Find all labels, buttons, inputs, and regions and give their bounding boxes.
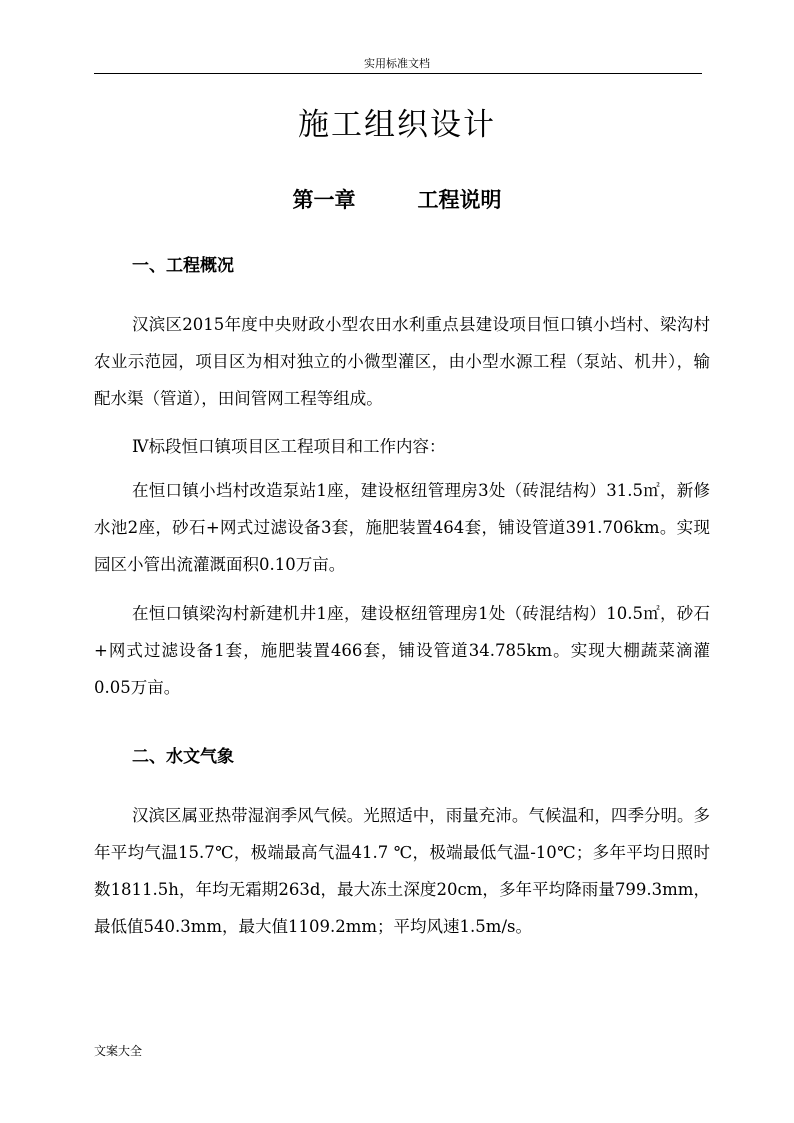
header-divider: [94, 73, 702, 74]
chapter-heading: [0, 184, 794, 216]
paragraph-lianggou-village: 在恒口镇梁沟村新建机井1座，建设枢纽管理房1处（砖混结构）10.5㎡，砂石+网式过滤设备1套，施肥装置466套，铺设管道34.785km。实现大棚蔬菜滴灌0.05万亩。: [94, 604, 710, 697]
paragraph-lot-scope: Ⅳ标段恒口镇项目区工程项目和工作内容：: [132, 437, 446, 456]
document-title: 施工组织设计: [298, 107, 496, 143]
paragraph-xiaodang-village: 在恒口镇小垱村改造泵站1座，建设枢纽管理房3处（砖混结构）31.5㎡，新修水池2座，砂石+网式过滤设备3套，施肥装置464套，铺设管道391.706km。实现园区小管出流灌溉面积0.10万亩。: [94, 481, 710, 574]
chapter-number: 第一章: [292, 188, 356, 212]
page-header: 实用标准文档: [364, 57, 430, 70]
section-heading-hydrology: 二、水文气象: [132, 747, 234, 767]
paragraph-climate: 汉滨区属亚热带湿润季风气候。光照适中，雨量充沛。气候温和，四季分明。多年平均气温15.7℃，极端最高气温41.7 ℃，极端最低气温-10℃；多年平均日照时数1811.5h，年均无霜期263d，最大冻土深度20cm，多年平均降雨量799.3mm，最低值540.3mm，最大值1109.2mm；平均风速1.5m/s。: [94, 806, 710, 936]
paragraph-overview-intro: 汉滨区2015年度中央财政小型农田水利重点县建设项目恒口镇小垱村、梁沟村农业示范园，项目区为相对独立的小微型灌区，由小型水源工程（泵站、机井），输配水渠（管道），田间管网工程等组成。: [94, 315, 710, 408]
section-heading-overview: 一、工程概况: [132, 256, 234, 276]
page-footer: 文案大全: [94, 1044, 143, 1058]
chapter-name: 工程说明: [417, 188, 502, 212]
